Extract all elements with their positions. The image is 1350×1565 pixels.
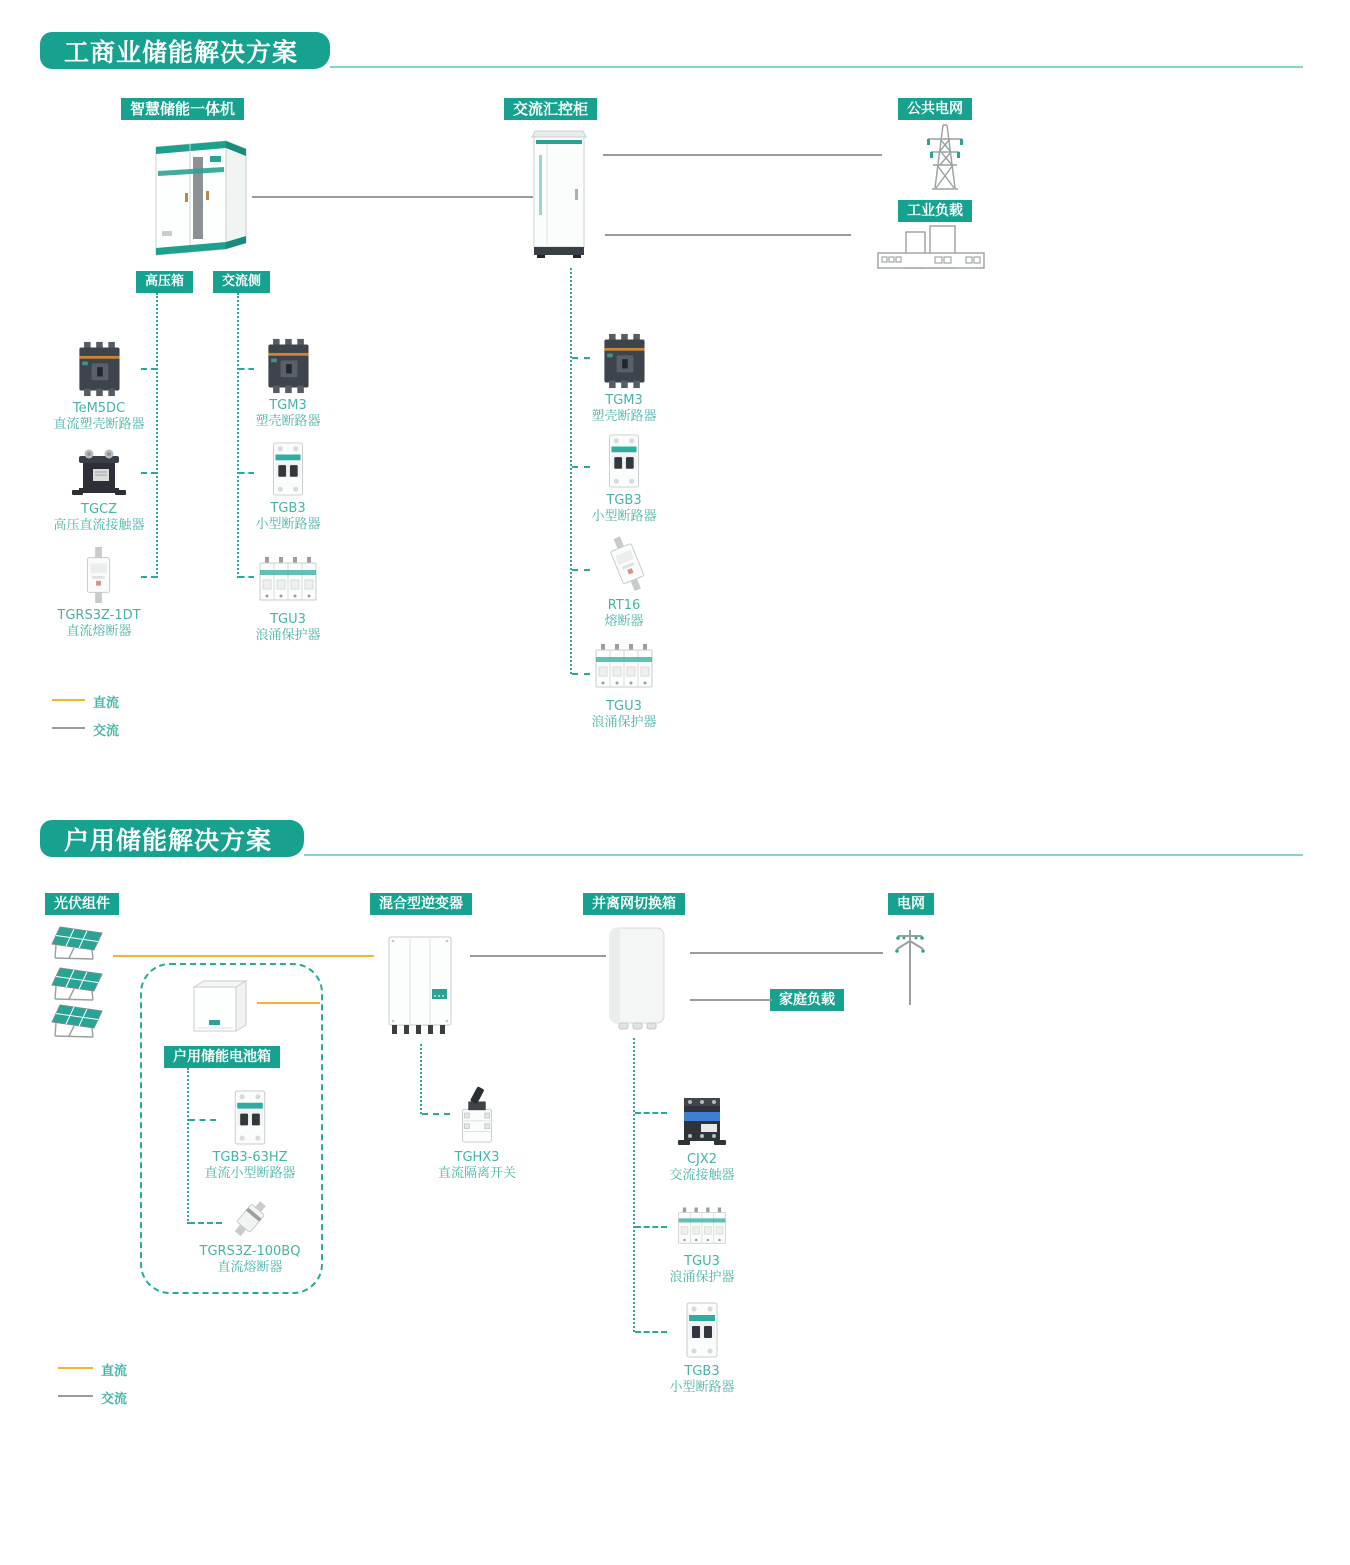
legend-dc-label: 直流 [101,1364,128,1379]
product-name: TeM5DC [72,401,126,416]
section1-title-underline [330,66,1303,68]
dashed-line-switchbox [633,1038,635,1332]
product-tgu3-cabinet [549,641,699,731]
transmission-tower-icon [920,121,970,191]
ac-line-ess-to-cabinet [252,196,533,198]
label-ess: 智慧储能一体机 [121,98,244,120]
label-ac-side: 交流侧 [213,271,270,293]
label-public-grid: 公共电网 [898,98,972,120]
product-desc: 浪涌保护器 [255,628,321,643]
label-switch-box: 并离网切换箱 [583,893,685,915]
legend-ac-label: 交流 [101,1392,128,1407]
ac-line-switchbox-to-grid [690,952,883,954]
mcb-icon [227,1089,273,1146]
product-tgb3-acside [213,441,363,533]
product-desc: 小型断路器 [591,509,657,524]
product-name: RT16 [607,598,641,613]
product-tgu3-acside [213,554,363,644]
legend-dc-line [52,699,85,701]
product-name: TGHX3 [454,1150,500,1165]
dashed-line-hv-box [156,293,158,578]
product-desc: 直流熔断器 [217,1260,283,1275]
ac-line-cabinet-to-load [605,234,851,236]
label-home-load: 家庭负载 [770,989,844,1011]
product-desc: 直流熔断器 [66,624,132,639]
dc-line-pv-to-inverter [113,955,374,957]
ac-cabinet-image [531,127,593,259]
product-name: CJX2 [686,1152,718,1167]
product-name: TGU3 [606,699,642,714]
product-desc: 直流塑壳断路器 [53,417,145,432]
switch-box-image [606,926,668,1031]
product-tgb3-cabinet [549,433,699,525]
solar-panel-icon [50,966,106,1002]
mcb-icon [266,441,310,497]
legend-dc-line [58,1367,93,1369]
ac-line-inverter-to-switchbox [470,955,606,957]
solar-panel-icon [50,925,106,961]
product-tgrs3z-1dt [24,546,174,640]
label-grid: 电网 [888,893,934,915]
product-name: TGB3 [684,1364,720,1379]
product-name: TGM3 [605,393,643,408]
mccb-icon [68,341,130,397]
ac-line-cabinet-to-grid [603,154,882,156]
dashed-line-ac-side [237,293,239,578]
product-tgu3-switch [627,1205,777,1286]
label-inverter: 混合型逆变器 [370,893,472,915]
label-hv-box: 高压箱 [136,271,193,293]
legend-dc-label: 直流 [93,696,120,711]
label-battery-box: 户用储能电池箱 [164,1046,280,1068]
product-tgm3-acside [213,338,363,430]
product-name: TGB3 [270,501,306,516]
rotary-switch-icon [455,1086,499,1146]
product-desc: 熔断器 [604,614,644,629]
product-desc: 交流接触器 [669,1168,735,1183]
product-desc: 直流小型断路器 [204,1166,296,1181]
product-desc: 塑壳断路器 [591,409,657,424]
product-name: TGRS3Z-1DT [57,608,141,623]
product-tgb3-63hz [175,1089,325,1182]
factory-icon [876,224,986,274]
dc-fuse-icon [79,546,119,604]
dc-fuse-icon [226,1198,274,1240]
spd-icon [593,641,655,695]
product-name: TGU3 [684,1254,720,1269]
product-name: TGCZ [81,502,117,517]
label-industrial-load: 工业负载 [898,200,972,222]
product-desc: 浪涌保护器 [669,1270,735,1285]
solar-panel-icon [50,1003,106,1039]
product-name: TGM3 [269,398,307,413]
mcb-icon [680,1300,724,1360]
spd-icon [257,554,319,608]
product-name: TGU3 [270,612,306,627]
product-desc: 小型断路器 [255,517,321,532]
product-rt16 [549,536,699,630]
product-desc: 塑壳断路器 [255,414,321,429]
product-desc: 高压直流接触器 [53,518,145,533]
ess-cabinet-image [150,131,250,257]
spd-icon [676,1205,728,1250]
product-desc: 小型断路器 [669,1380,735,1395]
product-name: TGB3-63HZ [212,1150,288,1165]
product-desc: 浪涌保护器 [591,715,657,730]
label-ac-cabinet: 交流汇控柜 [504,98,597,120]
mccb-icon [257,338,319,394]
section2-title: 户用储能解决方案 [64,825,273,855]
section2-title-underline [304,854,1303,856]
product-tgm3-cabinet [549,333,699,425]
mcb-icon [602,433,646,489]
product-desc: 直流隔离开关 [437,1166,516,1181]
utility-pole-icon [892,926,928,1008]
product-tgrs3z-100bq [175,1198,325,1276]
product-name: TGB3 [606,493,642,508]
dc-contactor-icon [70,446,128,498]
product-tem5dc [24,341,174,433]
inverter-image [384,934,456,1036]
product-tgb3-switch [627,1300,777,1396]
product-name: TGRS3Z-100BQ [199,1244,301,1259]
product-cjx2 [627,1090,777,1184]
legend-ac-label: 交流 [93,724,120,739]
section1-title: 工商业储能解决方案 [64,37,299,67]
label-pv: 光伏组件 [45,893,119,915]
section1-title-banner [40,32,330,69]
legend-ac-line [58,1395,93,1397]
ac-contactor-icon [676,1090,728,1148]
section2-title-banner [40,820,304,857]
product-tgcz [24,446,174,534]
ac-line-switchbox-to-load [690,999,772,1001]
product-tghx3 [402,1086,552,1182]
rt16-fuse-icon [600,536,648,594]
legend-ac-line [52,727,85,729]
mccb-icon [593,333,655,389]
